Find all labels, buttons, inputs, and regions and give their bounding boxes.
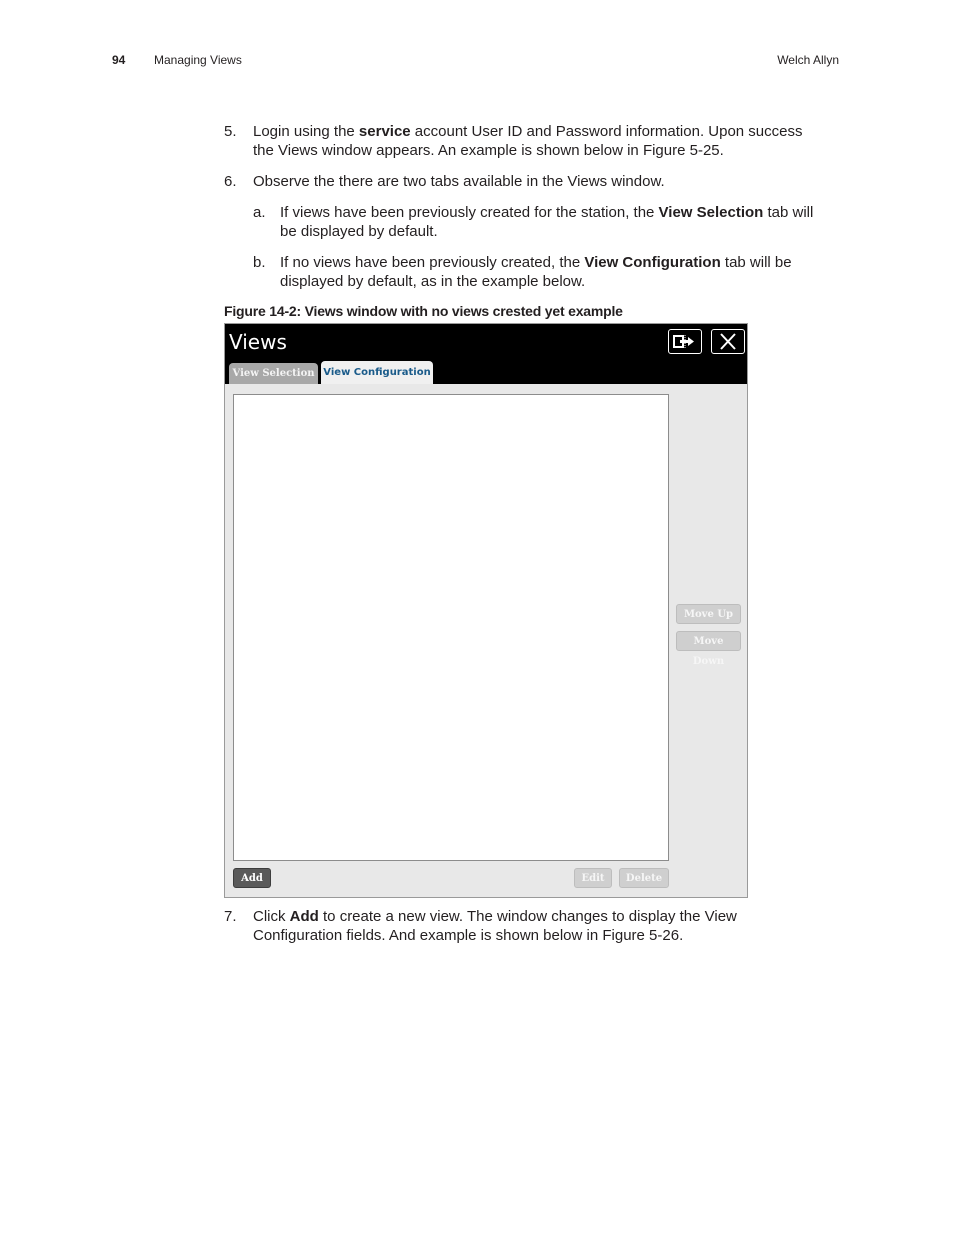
move-down-button[interactable]: Move Down — [676, 631, 741, 651]
step-6b — [253, 253, 853, 293]
close-icon — [712, 330, 744, 353]
step-5 — [224, 122, 844, 162]
tab-view-configuration[interactable]: View Configuration — [321, 361, 433, 384]
move-up-button[interactable]: Move Up — [676, 604, 741, 624]
step-6a — [253, 203, 853, 243]
window-title: Views — [229, 330, 287, 354]
step-text: Click Add to create a new view. The window changes to display the View Configuration fields. And example is shown below in Figure 5-26. — [253, 908, 737, 944]
step-text: Observe the there are two tabs available in the Views window. — [253, 173, 665, 190]
views-list[interactable] — [233, 394, 669, 861]
add-button[interactable]: Add — [233, 868, 271, 888]
delete-button[interactable]: Delete — [619, 868, 669, 888]
tab-view-selection[interactable]: View Selection — [229, 363, 318, 384]
section-title: Managing Views — [154, 53, 242, 67]
brand-name: Welch Allyn — [777, 53, 839, 67]
step-letter: b. — [253, 254, 266, 271]
step-text: Login using the service account User ID and Password information. Upon success the Views window appears. An example is shown below in Figure 5-25. — [253, 123, 803, 159]
figure-caption: Figure 14-2: Views window with no views crested yet example — [224, 303, 623, 319]
step-number: 7. — [224, 908, 237, 925]
page-number: 94 — [112, 53, 126, 67]
step-number: 5. — [224, 123, 237, 140]
step-letter: a. — [253, 204, 266, 221]
logout-button[interactable] — [668, 329, 702, 354]
window-titlebar — [225, 324, 747, 384]
step-6 — [224, 172, 844, 192]
step-7 — [224, 907, 844, 947]
step-text: If no views have been previously created, the View Configuration tab will be displayed by default, as in the example below. — [280, 254, 792, 290]
step-number: 6. — [224, 173, 237, 190]
step-text: If views have been previously created for the station, the View Selection tab will be displayed by default. — [280, 204, 814, 240]
views-window — [224, 323, 748, 898]
edit-button[interactable]: Edit — [574, 868, 612, 888]
close-button[interactable] — [711, 329, 745, 354]
logout-icon — [669, 330, 701, 353]
